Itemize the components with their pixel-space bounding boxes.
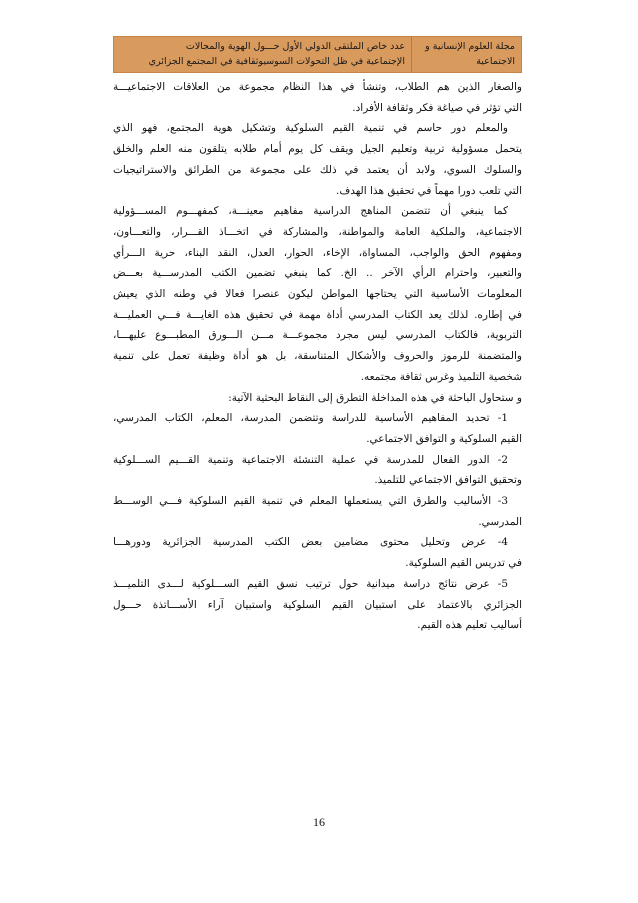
text-line: وتحقيق التوافق الاجتماعي للتلميذ. <box>374 474 522 487</box>
text-line: التربوية، فالكتاب المدرسي ليس مجرد مجموعـــة مـــن الـــورق المطبـــوع عليهـــا، <box>113 329 522 342</box>
text-line: 4- عرض وتحليل محتوى مضامين بعض الكتب المدرسية الجزائرية ودورهـــا <box>113 536 508 549</box>
header-journal-line-1: مجلة العلوم الإنسانية و <box>425 41 515 52</box>
paragraph <box>113 201 522 387</box>
text-line: المعلومات الأساسية التي يحتاجها المواطن ليكون عنصرا فعالا في وطنه الذي يعيش <box>113 288 522 301</box>
header-issue-line-1: عدد خاص الملتقى الدولي الأول حـــول الهوية والمجالات <box>185 41 405 52</box>
text-line: كما ينبغي أن تتضمن المناهج الدراسية مفاهيم معينـــة، كمفهـــوم المســـؤولية <box>113 205 508 218</box>
list-item <box>113 574 522 636</box>
text-line: الجزائري بالاعتماد على استبيان القيم السلوكية واستبيان آراء الأســـاتذة حـــول <box>113 598 522 611</box>
text-line: والتعبير، واحترام الرأي الآخر .. الخ. كما ينبغي تضمين الكتب المدرســـية بعـــض <box>113 267 522 280</box>
text-line: في تدريس القيم السلوكية. <box>405 557 522 570</box>
paragraph <box>113 118 522 201</box>
header-journal-title <box>411 37 521 72</box>
text-line: 5- عرض نتائج دراسة ميدانية حول ترتيب نسق القيم الســـلوكية لـــدى التلميـــذ <box>113 577 508 590</box>
list-item <box>113 408 522 449</box>
running-header <box>113 36 522 73</box>
text-line: ومفهوم الحق والواجب، المساواة، الإخاء، الحوار، العدل، النقد البناء، حرية الـــرأي <box>113 246 522 259</box>
header-issue-title <box>114 37 411 72</box>
text-line: في إطاره. لذلك يعد الكتاب المدرسي أداة مهمة في تحقيق هذه الغايـــة فـــي العمليـــة <box>113 308 522 321</box>
paragraph <box>113 388 522 409</box>
text-line: 3- الأساليب والطرق التي يستعملها المعلم في تنمية القيم السلوكية فـــي الوســـط <box>113 495 508 508</box>
list-item <box>113 450 522 491</box>
list-item <box>113 532 522 573</box>
text-line: التي تؤثر في صياغة فكر وثقافة الأفراد. <box>352 101 522 114</box>
text-line: الاجتماعية، والملكية العامة والمواطنة، والمشاركة في اتخـــاذ القـــرار، والتعـــاون، <box>113 225 522 238</box>
text-line: التي تلعب دورا مهماً في تحقيق هذا الهدف. <box>335 184 522 197</box>
text-line: والصغار الذين هم الطلاب، وتنشأ في هذا النظام مجموعة من العلاقات الاجتماعيـــة <box>113 81 522 93</box>
text-line: 2- الدور الفعال للمدرسة في عملية التنشئة الاجتماعية وتنمية القـــيم الســـلوكية <box>113 453 508 466</box>
header-issue-line-2: الإجتماعية في ظل التحولات السوسيوثقافية في المجتمع الجزائري <box>148 56 405 67</box>
text-line: و ستحاول الباحثة في هذه المداخلة التطرق إلى النقاط البحثية الآتية: <box>228 391 522 404</box>
text-line: شخصية التلميذ وغرس ثقافة مجتمعه. <box>360 370 522 383</box>
page-number: 16 <box>313 815 325 829</box>
paragraph <box>113 77 522 118</box>
text-line: 1- تحديد المفاهيم الأساسية للدراسة وتتضمن المدرسة، المعلم، الكتاب المدرسي، <box>113 412 508 425</box>
text-line: والمتضمنة للرموز والحروف والأشكال المتناسقة، بل هو أداة وظيفة تعمل على تنمية <box>113 350 522 363</box>
header-journal-line-2: الاجتماعية <box>476 56 515 67</box>
text-line: والمعلم دور حاسم في تنمية القيم السلوكية وتشكيل هوية المجتمع، فهو الذي <box>113 122 508 135</box>
text-line: أساليب تعليم هذه القيم. <box>417 619 522 632</box>
list-item <box>113 491 522 532</box>
text-line: يتحمل مسؤولية تربية وتعليم الجيل ويقف كل يوم أمام طلابه يتلقون منه العلم والخلق <box>113 143 522 156</box>
text-line: المدرسي. <box>478 515 522 528</box>
text-line: والسلوك السوي، ولابد أن يعتمد في ذلك على مجموعة من الطرائق والاستراتيجيات <box>113 163 522 176</box>
text-line: القيم السلوكية و التوافق الاجتماعي. <box>366 432 522 445</box>
body-text <box>113 77 522 636</box>
